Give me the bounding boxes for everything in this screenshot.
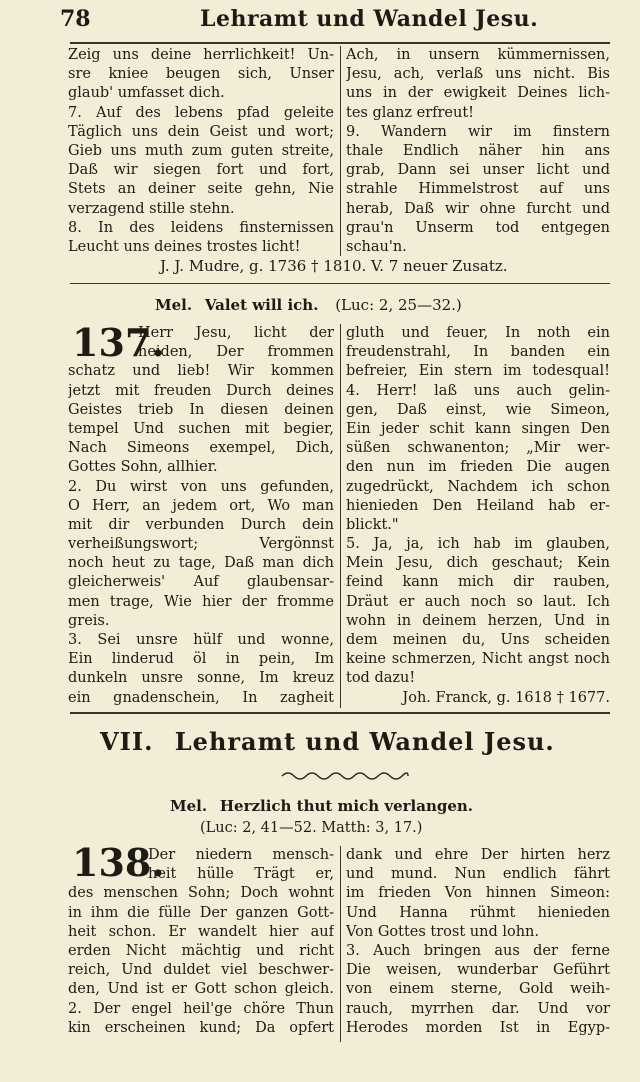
- verse-line: Der niedern mensch-: [148, 847, 334, 863]
- verse-line: rauch, myrrhen dar. Und vor: [346, 1000, 610, 1017]
- verse-line: grab, Dann sei unser licht und: [346, 162, 610, 179]
- melody-line: [155, 296, 462, 314]
- section-title: Lehramt und Wandel Jesu.: [174, 727, 555, 756]
- verse-line: uns in der ewigkeit Deines lich-: [346, 85, 610, 102]
- verse-line: reich, Und duldet viel beschwer-: [68, 962, 334, 979]
- verse-line: Nach Simeons exempel, Dich,: [68, 440, 334, 457]
- verse-line: 3. Sei unsre hülf und wonne,: [68, 632, 334, 648]
- author-attribution: Joh. Franck, g. 1618 † 1677.: [402, 689, 610, 706]
- verse-line: 7. Auf des lebens pfad geleite: [68, 104, 334, 121]
- verse-line: Ein linderud öl in pein, Im: [68, 651, 334, 668]
- melody-label: Mel.: [170, 797, 208, 815]
- verse-line: in ihm die fülle Der ganzen Gott-: [68, 904, 334, 921]
- verse-line: keine schmerzen, Nicht angst noch: [346, 651, 610, 668]
- verse-line: Zeig uns deine herrlichkeit! Un-: [68, 47, 334, 63]
- verse-line: Die weisen, wunderbar Geführt: [346, 962, 610, 979]
- section-numeral: VII.: [100, 727, 154, 756]
- ornament-divider: [280, 770, 410, 782]
- verse-line: blickt.": [346, 516, 399, 533]
- verse-line: jetzt mit freuden Durch deines: [68, 382, 334, 399]
- verse-line: des menschen Sohn; Doch wohnt: [68, 885, 334, 902]
- continued-verses-left: [68, 46, 334, 257]
- verse-line: kin erscheinen kund; Da opfert: [68, 1019, 334, 1036]
- verse-line: verheißungswort; Vergönnst: [68, 536, 334, 553]
- verse-line: gleicherweis' Auf glaubensar-: [68, 574, 334, 591]
- verse-line: verzagend stille stehn.: [68, 200, 235, 217]
- verse-line: 3. Auch bringen aus der ferne: [346, 942, 610, 959]
- verse-line: Von Gottes trost und lohn.: [346, 923, 540, 940]
- hymn-138-right: [346, 846, 610, 1038]
- page-number: 78: [60, 6, 91, 32]
- verse-line: dem meinen du, Uns scheiden: [346, 632, 610, 648]
- verse-line: heit hülle Trägt er,: [148, 866, 334, 883]
- verse-line: glaub' umfasset dich.: [68, 85, 225, 102]
- hymn-137-right: [346, 324, 610, 708]
- verse-line: Leucht uns deines trostes licht!: [68, 238, 301, 255]
- verse-line: den nun im frieden Die augen: [346, 459, 610, 476]
- verse-line: Ach, in unsern kümmernissen,: [346, 47, 610, 63]
- author-attribution: J. J. Mudre, g. 1736 † 1810. V. 7 neuer Zusatz.: [160, 257, 508, 275]
- verse-line: Geistes trieb In diesen deinen: [68, 401, 334, 418]
- verse-line: im frieden Von hinnen Simeon:: [346, 885, 610, 902]
- verse-line: strahle Himmelstrost auf uns: [346, 181, 610, 198]
- verse-line: 9. Wandern wir im finstern: [346, 123, 610, 140]
- verse-line: feind kann mich dir rauben,: [346, 574, 610, 591]
- scripture-reference: (Luc: 2, 25—32.): [335, 296, 462, 314]
- melody-line: [170, 797, 473, 815]
- verse-line: Täglich uns dein Geist und wort;: [68, 123, 334, 140]
- column-divider: [340, 46, 341, 256]
- hymn-137-left: [68, 320, 334, 708]
- section-heading: [100, 727, 555, 756]
- verse-line: heit schon. Er wandelt hier auf: [68, 923, 334, 940]
- verse-line: schatz und lieb! Wir kommen: [68, 363, 334, 380]
- verse-line: von einem sterne, Gold weih-: [346, 981, 610, 998]
- verse-line: 4. Herr! laß uns auch gelin-: [346, 382, 610, 399]
- verse-line: herab, Daß wir ohne furcht und: [346, 200, 610, 217]
- verse-line: sre kniee beugen sich, Unser: [68, 66, 334, 83]
- verse-line: dank und ehre Der hirten herz: [346, 847, 610, 863]
- verse-line: noch heut zu tage, Daß man dich: [68, 555, 334, 572]
- verse-line: und mund. Nun endlich fährt: [346, 866, 610, 883]
- verse-line: gluth und feuer, In noth ein: [346, 325, 610, 341]
- verse-line: hienieden Den Heiland hab er-: [346, 497, 610, 514]
- verse-line: befreier, Ein stern im todesqual!: [346, 363, 610, 380]
- verse-line: 2. Du wirst von uns gefunden,: [68, 478, 334, 495]
- verse-line: schau'n.: [346, 238, 407, 255]
- section-rule: [70, 712, 610, 714]
- verse-line: dunkeln unsre sonne, Im kreuz: [68, 670, 334, 687]
- verse-line: den, Und ist er Gott schon gleich.: [68, 981, 334, 998]
- hymn-number: 137.: [72, 320, 165, 365]
- verse-line: heiden, Der frommen: [138, 344, 334, 361]
- verse-line: zugedrückt, Nachdem ich schon: [346, 478, 610, 495]
- verse-line: tempel Und suchen mit begier,: [68, 420, 334, 437]
- column-divider: [340, 324, 341, 708]
- scripture-reference: (Luc: 2, 41—52. Matth: 3, 17.): [200, 820, 423, 836]
- verse-line: gen, Daß einst, wie Simeon,: [346, 401, 610, 418]
- header-rule: [70, 42, 610, 44]
- verse-line: tes glanz erfreut!: [346, 104, 474, 121]
- verse-line: grau'n Unserm tod entgegen: [346, 219, 610, 236]
- verse-line: ein gnadenschein, In zagheit: [68, 689, 334, 706]
- section-rule: [70, 283, 610, 284]
- column-divider: [340, 846, 341, 1042]
- verse-line: wohn in deinem herzen, Und in: [346, 612, 610, 629]
- verse-line: erden Nicht mächtig und richt: [68, 942, 334, 959]
- verse-line: Herodes morden Ist in Egyp-: [346, 1019, 610, 1036]
- verse-line: Daß wir siegen fort und fort,: [68, 162, 334, 179]
- continued-verses-right: [346, 46, 610, 257]
- verse-line: Gottes Sohn, allhier.: [68, 459, 218, 476]
- verse-line: freudenstrahl, In banden ein: [346, 344, 610, 361]
- verse-line: men trage, Wie hier der fromme: [68, 593, 334, 610]
- melody-label: Mel.: [155, 296, 193, 314]
- page-header: [0, 0, 640, 44]
- verse-line: 8. In des leidens finsternissen: [68, 219, 334, 236]
- hymn-number: 138.: [72, 840, 165, 885]
- melody-tune: Valet will ich.: [204, 296, 319, 314]
- verse-line: O Herr, an jedem ort, Wo man: [68, 497, 334, 514]
- running-title: Lehramt und Wandel Jesu.: [200, 6, 539, 32]
- verse-line: Und Hanna rühmt hienieden: [346, 904, 610, 921]
- melody-tune: Herzlich thut mich verlangen.: [219, 797, 474, 815]
- verse-line: Stets an deiner seite gehn, Nie: [68, 181, 334, 198]
- verse-line: 5. Ja, ja, ich hab im glauben,: [346, 536, 610, 553]
- verse-line: Mein Jesu, dich geschaut; Kein: [346, 555, 610, 572]
- verse-line: 2. Der engel heil'ge chöre Thun: [68, 1000, 334, 1017]
- verse-line: Herr Jesu, licht der: [138, 325, 334, 341]
- verse-line: Ein jeder schit kann singen Den: [346, 420, 610, 437]
- verse-line: thale Endlich näher hin ans: [346, 142, 610, 159]
- verse-line: mit dir verbunden Durch dein: [68, 516, 334, 533]
- verse-line: Gieb uns muth zum guten streite,: [68, 142, 334, 159]
- verse-line: tod dazu!: [346, 670, 416, 687]
- verse-line: greis.: [68, 612, 110, 629]
- verse-line: Jesu, ach, verlaß uns nicht. Bis: [346, 66, 610, 83]
- verse-line: Dräut er auch noch so laut. Ich: [346, 593, 610, 610]
- hymn-138-left: [68, 840, 334, 1038]
- verse-line: süßen schwanenton; „Mir wer-: [346, 440, 610, 457]
